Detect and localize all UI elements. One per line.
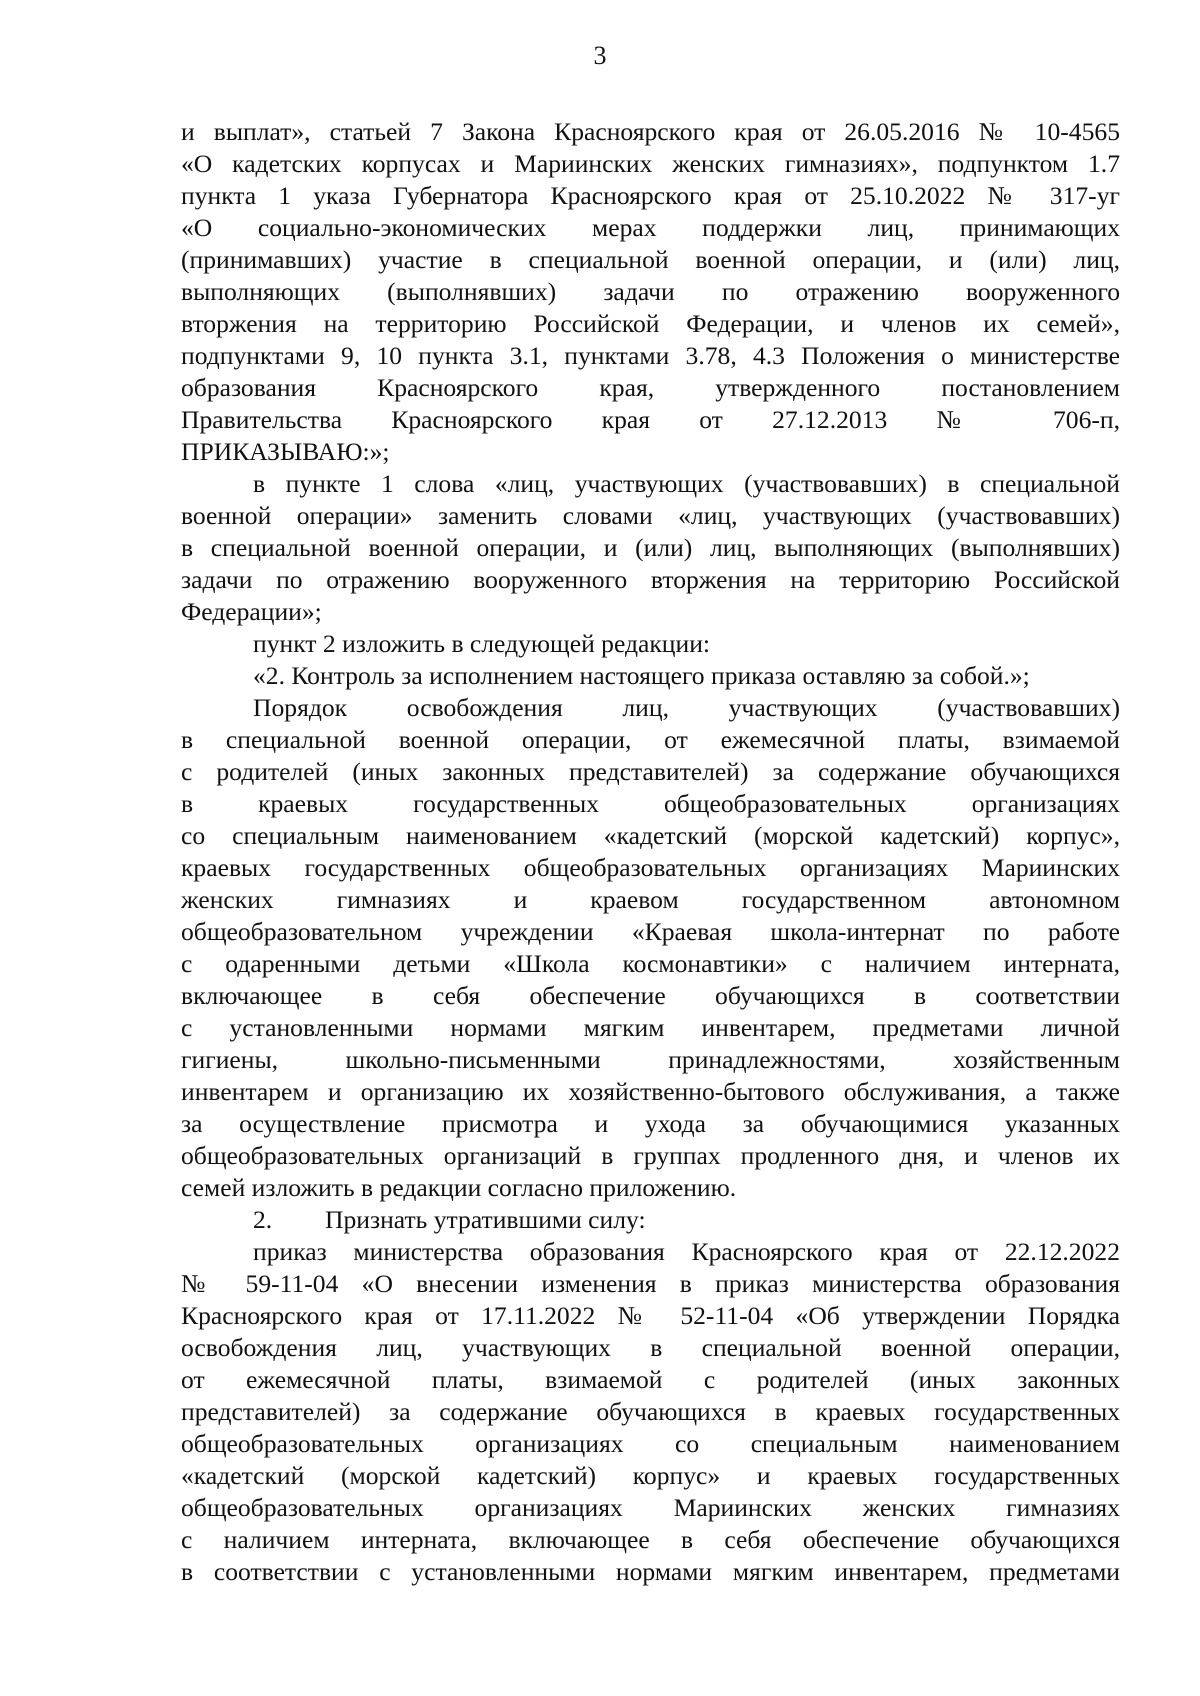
text-line: женских гимназиях и краевом государственном автономном (181, 885, 1120, 914)
text-line: инвентарем и организацию их хозяйственно-бытового обслуживания, а также (181, 1077, 1120, 1106)
text-line: образования Красноярского края, утвержденного постановлением (181, 373, 1120, 402)
text-line: пункта 1 указа Губернатора Красноярского края от 25.10.2022 № 317-уг (181, 181, 1120, 210)
text-line: с одаренными детьми «Школа космонавтики» с наличием интерната, (181, 949, 1120, 978)
text-line: в краевых государственных общеобразовательных организациях (181, 789, 1120, 818)
text-line: Порядок освобождения лиц, участвующих (участвовавших) (253, 693, 1120, 722)
text-line: Красноярского края от 17.11.2022 № 52-11-04 «Об утверждении Порядка (181, 1301, 1120, 1330)
text-line: ПРИКАЗЫВАЮ:»; (181, 437, 390, 466)
text-line: гигиены, школьно-письменными принадлежностями, хозяйственным (181, 1045, 1120, 1074)
text-line: с установленными нормами мягким инвентарем, предметами личной (181, 1013, 1120, 1042)
text-line: общеобразовательном учреждении «Краевая школа-интернат по работе (181, 917, 1120, 946)
page-number: 3 (593, 41, 607, 70)
text-line: подпунктами 9, 10 пункта 3.1, пунктами 3.78, 4.3 Положения о министерстве (181, 341, 1120, 370)
text-line: пункт 2 изложить в следующей редакции: (253, 629, 711, 658)
text-line: и выплат», статьей 7 Закона Красноярского края от 26.05.2016 № 10-4565 (181, 117, 1120, 146)
text-line: освобождения лиц, участвующих в специальной военной операции, (181, 1333, 1120, 1362)
text-line: выполняющих (выполнявших) задачи по отражению вооруженного (181, 277, 1120, 306)
text-line: № 59-11-04 «О внесении изменения в приказ министерства образования (181, 1269, 1120, 1298)
text-line: «О кадетских корпусах и Мариинских женских гимназиях», подпунктом 1.7 (181, 149, 1120, 178)
text-line: в специальной военной операции, от ежемесячной платы, взимаемой (181, 725, 1120, 754)
list-item-number: 2. (253, 1205, 273, 1234)
text-line (181, 1204, 1120, 1236)
text-line: Правительства Красноярского края от 27.12.2013 № 706-п, (181, 405, 1120, 434)
text-line: военной операции» заменить словами «лиц, участвующих (участвовавших) (181, 501, 1120, 530)
text-line: «2. Контроль за исполнением настоящего приказа оставляю за собой.»; (253, 661, 1030, 690)
text-line: Федерации»; (181, 597, 322, 626)
text-line: с родителей (иных законных представителей) за содержание обучающихся (181, 757, 1120, 786)
text-line: с наличием интерната, включающее в себя обеспечение обучающихся (181, 1525, 1120, 1554)
text-line: семей изложить в редакции согласно приложению. (181, 1173, 737, 1202)
text-line: за осуществление присмотра и ухода за обучающимися указанных (181, 1109, 1120, 1138)
text-line: представителей) за содержание обучающихся в краевых государственных (181, 1397, 1120, 1426)
text-line: «О социально-экономических мерах поддержки лиц, принимающих (181, 213, 1120, 242)
text-line: со специальным наименованием «кадетский (морской кадетский) корпус», (181, 821, 1120, 850)
text-line: общеобразовательных организациях со специальным наименованием (181, 1429, 1120, 1458)
text-line: в соответствии с установленными нормами мягким инвентарем, предметами (181, 1557, 1120, 1586)
text-line: включающее в себя обеспечение обучающихся в соответствии (181, 981, 1120, 1010)
text-line: общеобразовательных организациях Мариинских женских гимназиях (181, 1493, 1120, 1522)
text-line: приказ министерства образования Красноярского края от 22.12.2022 (253, 1237, 1120, 1266)
text-line: от ежемесячной платы, взимаемой с родителей (иных законных (181, 1365, 1120, 1394)
text-line: задачи по отражению вооруженного вторжения на территорию Российской (181, 565, 1120, 594)
text-line: в специальной военной операции, и (или) лиц, выполняющих (выполнявших) (181, 533, 1120, 562)
text-line: краевых государственных общеобразовательных организациях Мариинских (181, 853, 1120, 882)
document-body (181, 116, 1120, 1588)
text-line: «кадетский (морской кадетский) корпус» и краевых государственных (181, 1461, 1120, 1490)
text-line: вторжения на территорию Российской Федерации, и членов их семей», (181, 309, 1120, 338)
list-item-text: Признать утратившими силу: (325, 1205, 646, 1234)
text-line: (принимавших) участие в специальной военной операции, и (или) лиц, (181, 245, 1120, 274)
text-line: в пункте 1 слова «лиц, участвующих (участвовавших) в специальной (253, 469, 1120, 498)
text-line: общеобразовательных организаций в группах продленного дня, и членов их (181, 1141, 1120, 1170)
